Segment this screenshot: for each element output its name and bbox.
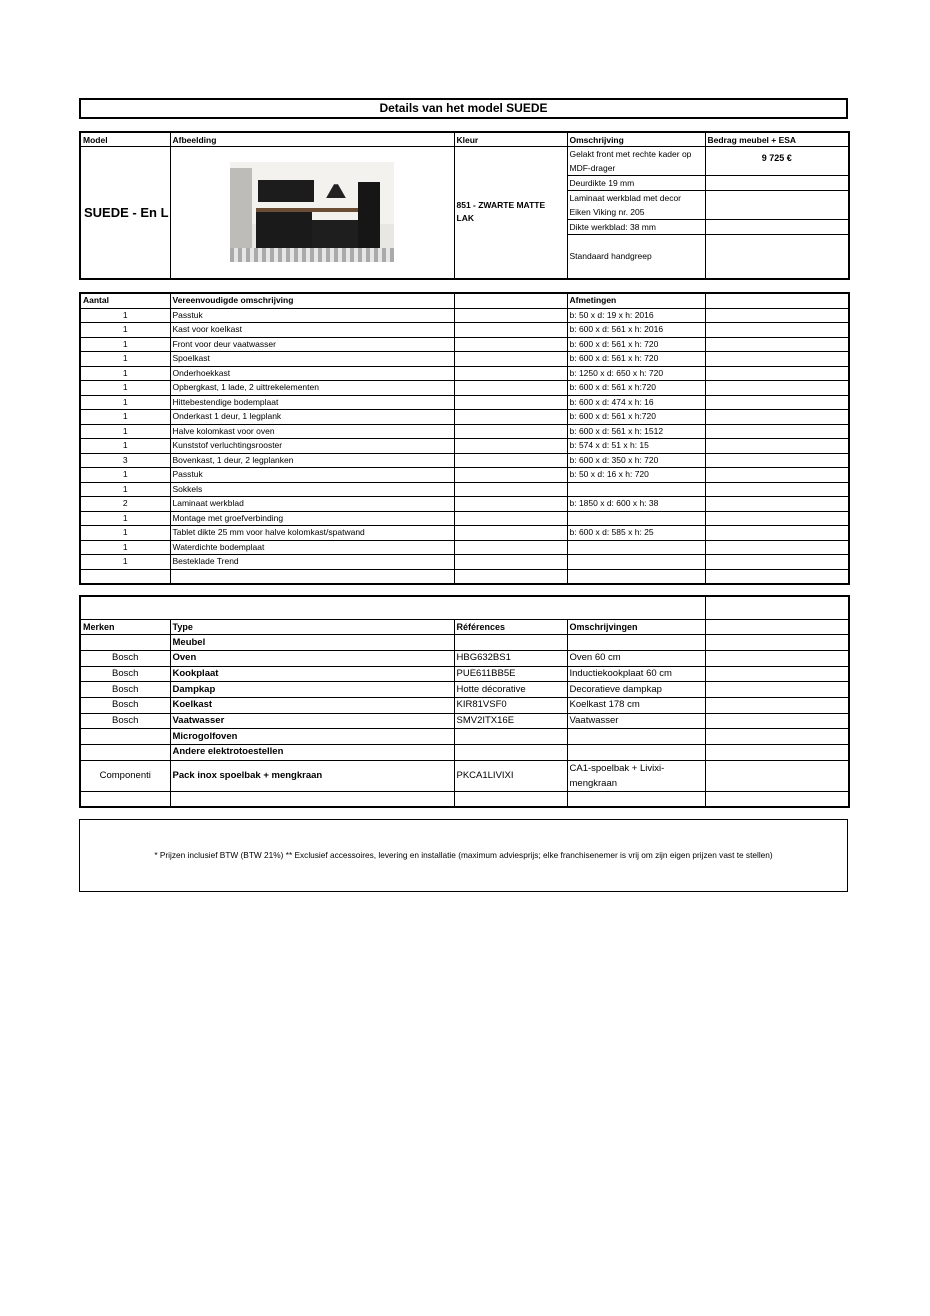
appliance-reference [454,635,567,651]
empty-cell [705,453,849,468]
empty-cell [705,697,849,713]
table-row [80,482,849,497]
header-type: Type [170,619,454,635]
empty-cell [705,555,849,570]
empty-cell [454,497,567,512]
kleur-value: 851 - ZWARTE MATTE LAK [454,147,567,279]
item-dimensions: b: 1250 x d: 650 x h: 720 [567,366,705,381]
item-qty: 1 [80,381,170,396]
kitchen-photo [230,162,394,262]
table-row [80,410,849,425]
empty-cell [80,569,170,584]
table-row [80,366,849,381]
table-row [80,697,849,713]
model-table [79,131,850,280]
item-description: Onderhoekkast [170,366,454,381]
table-row [80,526,849,541]
table-row [80,511,849,526]
appliance-description: Decoratieve dampkap [567,682,705,698]
empty-cell [454,308,567,323]
omschrijving-line: Laminaat werkblad met decor Eiken Viking nr. 205 [567,191,705,220]
table-row [80,424,849,439]
item-description: Front voor deur vaatwasser [170,337,454,352]
empty-cell [705,729,849,745]
empty-cell [454,366,567,381]
empty-cell [170,791,454,807]
appliance-reference: SMV2ITX16E [454,713,567,729]
appliance-description [567,729,705,745]
header-empty [705,619,849,635]
empty-cell [454,569,567,584]
empty-banner-cell [80,596,705,619]
header-references: Références [454,619,567,635]
header-omschrijving: Vereenvoudigde omschrijving [170,293,454,308]
empty-cell [705,666,849,682]
item-dimensions: b: 600 x d: 561 x h:720 [567,410,705,425]
item-qty: 1 [80,337,170,352]
appliance-reference: PKCA1LIVIXI [454,760,567,791]
empty-cell [454,791,567,807]
table-row [80,650,849,666]
item-description: Besteklade Trend [170,555,454,570]
appliance-brand [80,729,170,745]
appliance-description: Vaatwasser [567,713,705,729]
appliance-brand: Bosch [80,682,170,698]
footnote: * Prijzen inclusief BTW (BTW 21%) ** Exclusief accessoires, levering en installatie (maximum adviesprijs; elke franchisenemer is vrij om zijn eigen prijzen vast te stellen) [79,819,848,892]
appliance-brand [80,745,170,761]
item-description: Tablet dikte 25 mm voor halve kolomkast/spatwand [170,526,454,541]
empty-cell [705,682,849,698]
omschrijving-line: Gelakt front met rechte kader op MDF-drager [567,147,705,176]
item-qty: 1 [80,366,170,381]
model-name: SUEDE - En L [80,147,170,279]
empty-cell [705,308,849,323]
table-row [80,635,849,651]
empty-cell [454,453,567,468]
appliance-reference: KIR81VSF0 [454,697,567,713]
appliance-brand: Bosch [80,713,170,729]
empty-cell [705,337,849,352]
empty-cell [454,555,567,570]
table-row [80,337,849,352]
empty-cell [705,352,849,367]
appliances-table [79,595,850,808]
table-row [80,497,849,512]
appliance-type: Dampkap [170,682,454,698]
table-row [80,791,849,807]
item-qty: 3 [80,453,170,468]
empty-cell [567,569,705,584]
item-description: Kunststof verluchtingsrooster [170,439,454,454]
item-qty: 1 [80,526,170,541]
empty-cell [454,410,567,425]
empty-cell [454,337,567,352]
item-dimensions: b: 600 x d: 561 x h: 720 [567,337,705,352]
empty-cell [705,366,849,381]
item-description: Passtuk [170,308,454,323]
empty-cell [454,352,567,367]
item-qty: 1 [80,482,170,497]
table-row [80,323,849,338]
item-dimensions: b: 1850 x d: 600 x h: 38 [567,497,705,512]
appliance-description: CA1-spoelbak + Livixi-mengkraan [567,760,705,791]
item-description: Passtuk [170,468,454,483]
empty-cell [705,424,849,439]
appliance-brand: Bosch [80,666,170,682]
item-dimensions: b: 50 x d: 19 x h: 2016 [567,308,705,323]
header-model: Model [80,132,170,147]
item-qty: 1 [80,468,170,483]
item-dimensions: b: 600 x d: 350 x h: 720 [567,453,705,468]
appliance-reference: PUE611BB5E [454,666,567,682]
table-row [80,468,849,483]
item-dimensions: b: 600 x d: 561 x h:720 [567,381,705,396]
model-header-row [80,132,849,147]
appliance-type: Kookplaat [170,666,454,682]
appliance-reference: HBG632BS1 [454,650,567,666]
item-description: Montage met groefverbinding [170,511,454,526]
appliance-type: Pack inox spoelbak + mengkraan [170,760,454,791]
empty-cell [705,497,849,512]
table-row [80,308,849,323]
header-afmetingen: Afmetingen [567,293,705,308]
empty-cell [170,569,454,584]
empty-cell [705,596,849,619]
appliance-type: Oven [170,650,454,666]
empty-cell [705,235,849,279]
item-dimensions [567,511,705,526]
omschrijving-line: Dikte werkblad: 38 mm [567,220,705,235]
appliance-description: Koelkast 178 cm [567,697,705,713]
empty-cell [705,511,849,526]
item-dimensions: b: 600 x d: 561 x h: 720 [567,352,705,367]
empty-cell [454,395,567,410]
empty-cell [454,439,567,454]
item-dimensions: b: 600 x d: 561 x h: 2016 [567,323,705,338]
table-row [80,713,849,729]
empty-cell [705,176,849,191]
empty-cell [454,381,567,396]
empty-cell [705,468,849,483]
appliance-brand [80,635,170,651]
header-empty [705,293,849,308]
table-row [80,569,849,584]
header-omschrijvingen: Omschrijvingen [567,619,705,635]
item-description: Opbergkast, 1 lade, 2 uittrekelementen [170,381,454,396]
empty-cell [705,635,849,651]
item-dimensions: b: 574 x d: 51 x h: 15 [567,439,705,454]
item-dimensions: b: 50 x d: 16 x h: 720 [567,468,705,483]
empty-cell [705,191,849,220]
table-row [80,729,849,745]
table-row [80,682,849,698]
empty-cell [80,791,170,807]
table-row [80,352,849,367]
header-empty [454,293,567,308]
table-row [80,555,849,570]
empty-cell [705,220,849,235]
appliance-description [567,745,705,761]
appliance-brand: Bosch [80,697,170,713]
appliance-description [567,635,705,651]
item-description: Laminaat werkblad [170,497,454,512]
item-dimensions: b: 600 x d: 585 x h: 25 [567,526,705,541]
table-row [80,395,849,410]
page-title: Details van het model SUEDE [79,98,848,119]
header-afbeelding: Afbeelding [170,132,454,147]
item-dimensions: b: 600 x d: 561 x h: 1512 [567,424,705,439]
empty-cell [705,569,849,584]
header-omschrijving: Omschrijving [567,132,705,147]
item-qty: 1 [80,352,170,367]
header-merken: Merken [80,619,170,635]
table-row [80,439,849,454]
omschrijving-line: Standaard handgreep [567,235,705,279]
empty-cell [705,482,849,497]
price-value: 9 725 € [705,147,849,176]
appliance-reference [454,729,567,745]
header-kleur: Kleur [454,132,567,147]
appliance-description: Inductiekookplaat 60 cm [567,666,705,682]
empty-cell [705,381,849,396]
item-qty: 1 [80,410,170,425]
item-dimensions [567,482,705,497]
empty-cell [454,468,567,483]
empty-cell [705,439,849,454]
header-bedrag: Bedrag meubel + ESA [705,132,849,147]
empty-cell [705,540,849,555]
empty-cell [705,760,849,791]
item-dimensions [567,555,705,570]
empty-cell [705,791,849,807]
empty-cell [454,540,567,555]
appliance-type: Vaatwasser [170,713,454,729]
item-description: Sokkels [170,482,454,497]
item-description: Bovenkast, 1 deur, 2 legplanken [170,453,454,468]
item-description: Spoelkast [170,352,454,367]
empty-cell [454,526,567,541]
appliance-brand: Componenti [80,760,170,791]
items-table [79,292,850,585]
table-row [80,540,849,555]
item-qty: 1 [80,395,170,410]
appliance-type: Koelkast [170,697,454,713]
item-qty: 1 [80,308,170,323]
item-qty: 1 [80,439,170,454]
table-row [80,745,849,761]
empty-cell [454,323,567,338]
empty-cell [705,650,849,666]
appliance-reference [454,745,567,761]
appliance-type: Andere elektrotoestellen [170,745,454,761]
item-description: Kast voor koelkast [170,323,454,338]
appliances-header-row [80,619,849,635]
empty-cell [454,482,567,497]
item-qty: 1 [80,511,170,526]
empty-cell [705,395,849,410]
item-description: Halve kolomkast voor oven [170,424,454,439]
empty-cell [454,511,567,526]
kitchen-image-cell [170,147,454,279]
item-qty: 1 [80,555,170,570]
omschrijving-line: Deurdikte 19 mm [567,176,705,191]
appliance-type: Microgolfoven [170,729,454,745]
empty-cell [705,745,849,761]
empty-cell [454,424,567,439]
empty-cell [705,713,849,729]
items-header-row [80,293,849,308]
item-qty: 1 [80,323,170,338]
appliance-reference: Hotte décorative [454,682,567,698]
item-dimensions: b: 600 x d: 474 x h: 16 [567,395,705,410]
item-qty: 1 [80,540,170,555]
empty-cell [567,791,705,807]
appliance-description: Oven 60 cm [567,650,705,666]
table-row [80,666,849,682]
empty-cell [705,526,849,541]
item-qty: 2 [80,497,170,512]
item-qty: 1 [80,424,170,439]
appliance-brand: Bosch [80,650,170,666]
item-description: Hittebestendige bodemplaat [170,395,454,410]
header-aantal: Aantal [80,293,170,308]
appliance-type: Meubel [170,635,454,651]
item-description: Onderkast 1 deur, 1 legplank [170,410,454,425]
empty-cell [705,323,849,338]
table-row [80,453,849,468]
table-row [80,381,849,396]
item-dimensions [567,540,705,555]
table-row [80,760,849,791]
empty-cell [705,410,849,425]
item-description: Waterdichte bodemplaat [170,540,454,555]
